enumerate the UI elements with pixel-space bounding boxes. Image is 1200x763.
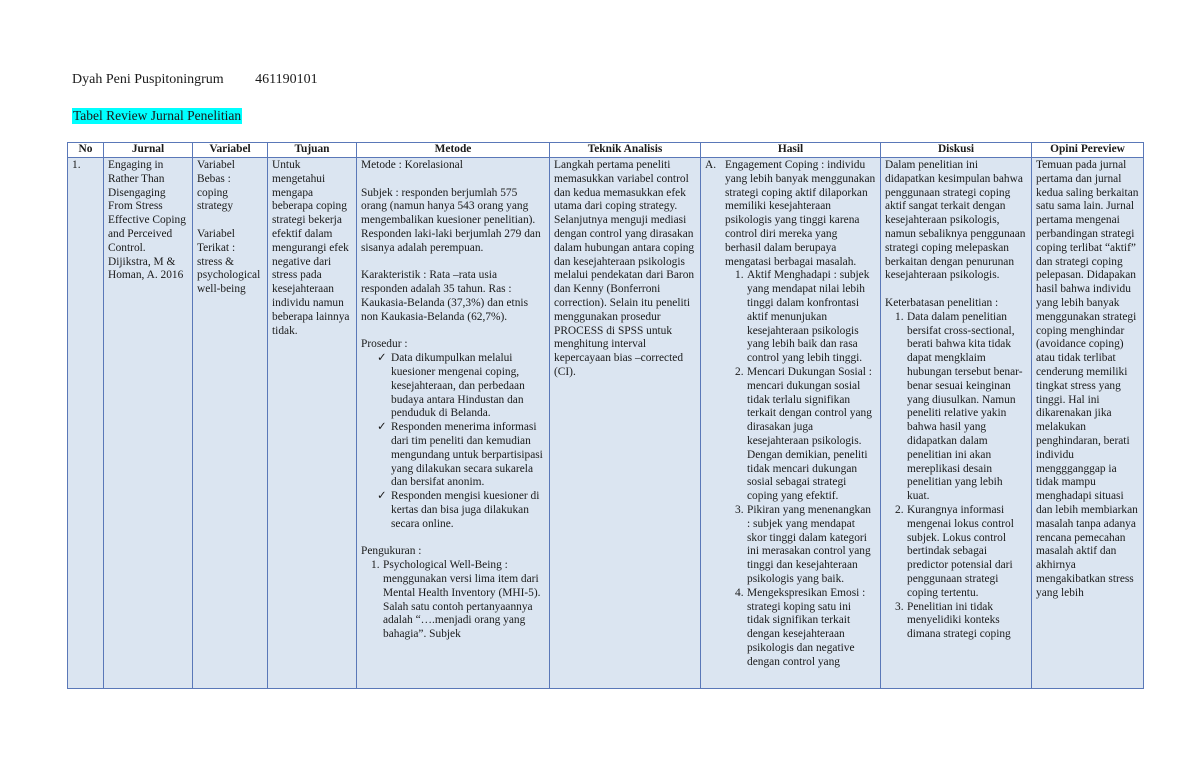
col-header-opini: Opini Pereview bbox=[1032, 143, 1144, 158]
col-header-tujuan: Tujuan bbox=[268, 143, 357, 158]
list-number: 3. bbox=[895, 600, 904, 613]
list-number: 1. bbox=[735, 269, 744, 282]
list-letter: A. bbox=[705, 159, 717, 171]
cell-no bbox=[68, 158, 104, 689]
col-header-hasil: Hasil bbox=[701, 143, 881, 158]
list-number: 4. bbox=[735, 586, 744, 599]
hasil-intro: Engagement Coping : individu yang lebih banyak menggunakan strategi coping aktif dilaporkan memiliki kesejahteraan psikologis yang tinggi karena control diri mereka yang berhasil dalam berupaya mengatasi berbagai masalah. bbox=[725, 159, 876, 268]
document-header bbox=[72, 72, 318, 88]
list-number: 2. bbox=[895, 503, 904, 516]
list-number: 1. bbox=[371, 559, 380, 572]
variabel-terikat: Variabel Terikat : stress & psychological well-being bbox=[197, 227, 261, 296]
keterbatasan-item-text: Penelitian ini tidak menyelidiki konteks dimana strategi coping bbox=[907, 600, 1011, 641]
hasil-item-text: Mengekspresikan Emosi : strategi koping satu ini tidak signifikan terkait dengan kesejahteraan psikologis dan negative dengan control yang bbox=[747, 586, 866, 668]
hasil-list bbox=[725, 269, 876, 669]
cell-jurnal bbox=[104, 158, 193, 689]
hasil-section-a bbox=[705, 159, 876, 669]
review-table bbox=[67, 142, 1144, 689]
col-header-jurnal: Jurnal bbox=[104, 143, 193, 158]
checkmark-icon: ✓ bbox=[377, 352, 387, 365]
list-item bbox=[361, 352, 545, 421]
hasil-item-text: Pikiran yang menenangkan : subjek yang mendapat skor tinggi dalam kategori ini merasakan control yang tinggi dan kesejahteraan psikologis yang baik. bbox=[747, 503, 871, 585]
row-number: 1. bbox=[72, 159, 81, 171]
table-header-row bbox=[68, 143, 1144, 158]
list-item bbox=[725, 504, 876, 587]
keterbatasan-item-text: Data dalam penelitian bersifat cross-sectional, berati bahwa kita tidak dapat mengklaim hubungan tersebut benar-benar sesuai keinginan yang diusulkan. Namun peneliti relative yakin bahwa hasil yang didapatkan dalam penelitian ini akan mereplikasi desain penelitian yang lebih kuat. bbox=[907, 310, 1023, 503]
metode-type: Metode : Korelasional bbox=[361, 159, 463, 171]
prosedur-list bbox=[361, 352, 545, 531]
list-number: 1. bbox=[895, 310, 904, 323]
metode-karakteristik: Karakteristik : Rata –rata usia responden adalah 35 tahun. Ras : Kaukasia-Belanda (37,3%) dan etnis non Kaukasia-Belanda (62,7%). bbox=[361, 269, 529, 323]
checkmark-icon: ✓ bbox=[377, 421, 387, 434]
prosedur-title: Prosedur : bbox=[361, 338, 408, 351]
cell-tujuan bbox=[268, 158, 357, 689]
cell-diskusi bbox=[881, 158, 1032, 689]
metode-subjek: Subjek : responden berjumlah 575 orang (namun hanya 543 orang yang mengembalikan kuesioner penelitian). Responden laki-laki berjumlah 279 dan sisanya adalah perempuan. bbox=[361, 186, 541, 254]
list-item bbox=[885, 311, 1027, 504]
cell-opini bbox=[1032, 158, 1144, 689]
list-item bbox=[361, 559, 545, 642]
keterbatasan-title: Keterbatasan penelitian : bbox=[885, 296, 999, 309]
document-subtitle: Tabel Review Jurnal Penelitian bbox=[73, 108, 242, 123]
cell-hasil bbox=[701, 158, 881, 689]
student-id: 461190101 bbox=[255, 72, 318, 87]
col-header-no: No bbox=[68, 143, 104, 158]
prosedur-item-text: Data dikumpulkan melalui kuesioner mengenai coping, kesejahteraan, dan perbedaan budaya antara Hindustan dan penduduk di Belanda. bbox=[391, 352, 525, 420]
list-item bbox=[725, 587, 876, 670]
cell-metode bbox=[357, 158, 550, 689]
list-item bbox=[885, 504, 1027, 601]
col-header-metode: Metode bbox=[357, 143, 550, 158]
prosedur-item-text: Responden mengisi kuesioner di kertas dan bisa juga dilakukan secara online. bbox=[391, 490, 540, 530]
hasil-item-text: Aktif Menghadapi : subjek yang mendapat nilai lebih tinggi dalam konfrontasi aktif menunjukan kesejahteraan psikologis yang lebih baik dan rasa control yang lebih tinggi. bbox=[747, 269, 870, 365]
diskusi-text: Dalam penelitian ini didapatkan kesimpulan bahwa penggunaan strategi coping aktif sangat terkait dengan kesejahteraan psikologis, namun sebaliknya penggunaan strategi coping melepaskan berkaitan dengan penurunan kesejahteraan psikologis. bbox=[885, 159, 1026, 282]
pengukuran-item-text: Psychological Well-Being : menggunakan versi lima item dari Mental Health Inventory (MHI-5). Salah satu contoh pertanyaannya adalah “….menjadi orang yang bahagia”. Subjek bbox=[383, 559, 541, 641]
checkmark-icon: ✓ bbox=[377, 490, 387, 503]
jurnal-text: Engaging in Rather Than Disengaging From Stress Effective Coping and Perceived Control. Dijikstra, M & Homan, A. 2016 bbox=[108, 159, 186, 282]
col-header-diskusi: Diskusi bbox=[881, 143, 1032, 158]
variabel-bebas: Variabel Bebas : coping strategy bbox=[197, 159, 235, 213]
list-item bbox=[725, 269, 876, 366]
opini-text: Temuan pada jurnal pertama dan jurnal kedua saling berkaitan satu sama lain. Jurnal pertama mengenai perbandingan strategi coping terlibat “aktif” dan strategi coping pelepasan. Didapakan hasil bahwa individu yang lebih banyak menggunakan strategi coping menghindar (avoidance coping) atau tidak terlibat cenderung memiliki tingkat stress yang tinggi. Hal ini dikarenakan jika melakukan penghindaran, berati individu menggganggap ia tidak mampu menghadapi situasi dan lebih membiarkan masalah tanpa adanya rencana pemecahan masalah aktif dan akhirnya mengakibatkan stress yang lebih bbox=[1036, 159, 1139, 599]
table-row bbox=[68, 158, 1144, 689]
list-item bbox=[885, 601, 1027, 642]
hasil-item-text: Mencari Dukungan Sosial : mencari dukungan sosial tidak terlalu signifikan terkait dengan control yang dirasakan juga kesejahteraan psikologis. Dengan demikian, peneliti tidak mencari dukungan sosial sebagai strategi coping yang efektif. bbox=[747, 365, 872, 503]
keterbatasan-item-text: Kurangnya informasi mengenai lokus control subjek. Lokus control bertindak sebagai predictor potensial dari penggunaan strategi coping tertentu. bbox=[907, 503, 1014, 599]
tujuan-text: Untuk mengetahui mengapa beberapa coping strategi bekerja efektif dalam mengurangi efek negative dari stress pada kesejahteraan individu namun beberapa lainnya tidak. bbox=[272, 159, 350, 337]
cell-teknik-analisis bbox=[550, 158, 701, 689]
teknik-text: Langkah pertama peneliti memasukkan variabel control dan kedua memasukkan efek utama dari coping strategy. Selanjutnya menguji mediasi dengan control yang dirasakan dalam hubungan antara coping dan kesejahteraan psikologis melalui pendekatan dari Baron dan Kenny (Bonferroni correction). Selain itu peneliti menggunakan prosedur PROCESS di SPSS untuk menghitung interval kepercayaan bias –corrected (CI). bbox=[554, 159, 695, 378]
col-header-teknik-analisis: Teknik Analisis bbox=[550, 143, 701, 158]
prosedur-item-text: Responden menerima informasi dari tim peneliti dan kemudian mengundang untuk berpartisipasi yang dilakukan secara sukarela dan bersifat anonim. bbox=[391, 421, 543, 489]
list-number: 2. bbox=[735, 365, 744, 378]
keterbatasan-list bbox=[885, 311, 1027, 642]
list-item bbox=[725, 366, 876, 504]
col-header-variabel: Variabel bbox=[193, 143, 268, 158]
list-item bbox=[361, 421, 545, 490]
list-number: 3. bbox=[735, 503, 744, 516]
pengukuran-title: Pengukuran : bbox=[361, 545, 422, 558]
pengukuran-list bbox=[361, 559, 545, 642]
author-name: Dyah Peni Puspitoningrum bbox=[72, 72, 224, 87]
list-item bbox=[361, 490, 545, 531]
cell-variabel bbox=[193, 158, 268, 689]
